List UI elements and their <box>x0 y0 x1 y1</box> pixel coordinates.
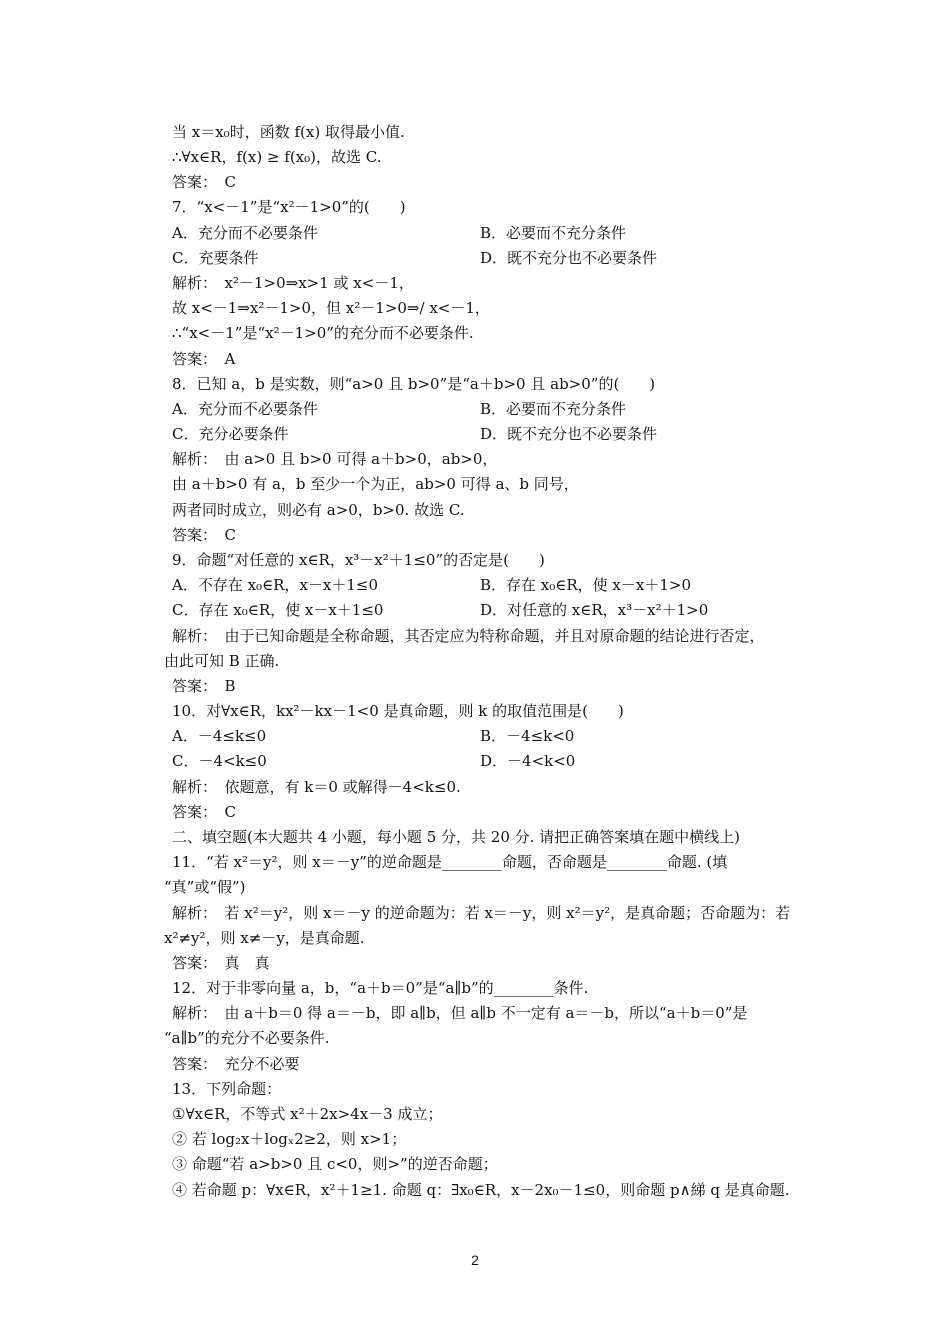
analysis-line: 故 x<－1⇒x²－1>0，但 x²－1>0⇒/ x<－1， <box>172 299 490 317</box>
question-7: 7．“x<－1”是“x²－1>0”的( ) <box>172 198 406 216</box>
question-10: 10．对∀x∈R，kx²－kx－1<0 是真命题，则 k 的取值范围是( ) <box>172 702 624 720</box>
question-8: 8．已知 a，b 是实数，则“a>0 且 b>0”是“a＋b>0 且 ab>0”的( ) <box>172 375 656 393</box>
analysis-line: 由此可知 B 正确. <box>164 652 280 670</box>
option-b: B．必要而不充分条件 <box>480 224 627 242</box>
analysis-line: x²≠y²，则 x≠－y，是真命题. <box>164 929 365 947</box>
question-11: 11．“若 x²＝y²，则 x＝－y”的逆命题是________命题，否命题是________命题. (填 <box>172 853 728 871</box>
answer-line: 答案： C <box>172 526 236 544</box>
section-heading: 二、填空题(本大题共 4 小题，每小题 5 分，共 20 分. 请把正确答案填在题中横线上) <box>172 828 741 846</box>
option-d: D．对任意的 x∈R，x³－x²＋1>0 <box>480 601 709 619</box>
option-a: A．－4≤k≤0 <box>172 727 267 745</box>
question-12: 12．对于非零向量 a，b，“a＋b＝0”是“a∥b”的________条件. <box>172 979 589 997</box>
analysis-line: 解析： 若 x²＝y²，则 x＝－y 的逆命题为：若 x＝－y，则 x²＝y²，是真命题；否命题为：若 <box>172 904 791 922</box>
option-a: A．充分而不必要条件 <box>172 224 318 242</box>
analysis-line: 解析： 由 a>0 且 b>0 可得 a＋b>0，ab>0， <box>172 450 498 468</box>
option-b: B．－4≤k<0 <box>480 727 575 745</box>
option-d: D．－4<k<0 <box>480 752 576 770</box>
answer-line: 答案： 真 真 <box>172 954 270 972</box>
answer-line: 答案： 充分不必要 <box>172 1055 300 1073</box>
text-line: ∴∀x∈R，f(x) ≥ f(x₀)，故选 C. <box>172 148 382 166</box>
option-b: B．必要而不充分条件 <box>480 400 627 418</box>
option-b: B．存在 x₀∈R，使 x－x＋1>0 <box>480 576 692 594</box>
option-a: A．充分而不必要条件 <box>172 400 318 418</box>
option-c: C．－4<k≤0 <box>172 752 267 770</box>
answer-line: 答案： C <box>172 803 236 821</box>
statement-4: ④ 若命题 p：∀x∈R，x²＋1≥1. 命题 q：∃x₀∈R，x－2x₀－1≤0，则命题 p∧綈 q 是真命题. <box>172 1181 790 1199</box>
option-c: C．充分必要条件 <box>172 425 289 443</box>
analysis-line: 解析： x²－1>0⇒x>1 或 x<－1， <box>172 274 414 292</box>
option-d: D．既不充分也不必要条件 <box>480 249 658 267</box>
question-11-continued: “真”或“假”) <box>164 878 246 896</box>
analysis-line: 解析： 依题意，有 k＝0 或解得－4<k≤0. <box>172 778 461 796</box>
option-c: C．充要条件 <box>172 249 259 267</box>
analysis-line: ∴“x<－1”是“x²－1>0”的充分而不必要条件. <box>172 324 474 342</box>
answer-line: 答案： A <box>172 350 236 368</box>
text-line: 当 x＝x₀时，函数 f(x) 取得最小值. <box>172 123 405 141</box>
statement-2: ② 若 log₂x＋logₓ2≥2，则 x>1； <box>172 1130 407 1148</box>
option-d: D．既不充分也不必要条件 <box>480 425 658 443</box>
analysis-line: 两者同时成立，则必有 a>0，b>0. 故选 C. <box>172 501 465 519</box>
statement-1: ①∀x∈R，不等式 x²＋2x>4x－3 成立； <box>172 1105 443 1123</box>
page-number: 2 <box>471 1252 479 1268</box>
option-a: A．不存在 x₀∈R，x－x＋1≤0 <box>172 576 379 594</box>
answer-line: 答案： B <box>172 677 236 695</box>
analysis-line: 解析： 由 a＋b＝0 得 a＝－b，即 a∥b，但 a∥b 不一定有 a＝－b，所以“a＋b＝0”是 <box>172 1004 748 1022</box>
question-9: 9．命题“对任意的 x∈R，x³－x²＋1≤0”的否定是( ) <box>172 551 545 569</box>
statement-3: ③ 命题“若 a>b>0 且 c<0，则>”的逆否命题； <box>172 1155 498 1173</box>
question-13: 13．下列命题： <box>172 1080 282 1098</box>
analysis-line: 由 a＋b>0 有 a，b 至少一个为正，ab>0 可得 a、b 同号， <box>172 475 579 493</box>
answer-line: 答案： C <box>172 173 236 191</box>
analysis-line: 解析： 由于已知命题是全称命题，其否定应为特称命题，并且对原命题的结论进行否定， <box>172 627 765 645</box>
analysis-line: “a∥b”的充分不必要条件. <box>164 1029 330 1047</box>
option-c: C．存在 x₀∈R，使 x－x＋1≤0 <box>172 601 384 619</box>
